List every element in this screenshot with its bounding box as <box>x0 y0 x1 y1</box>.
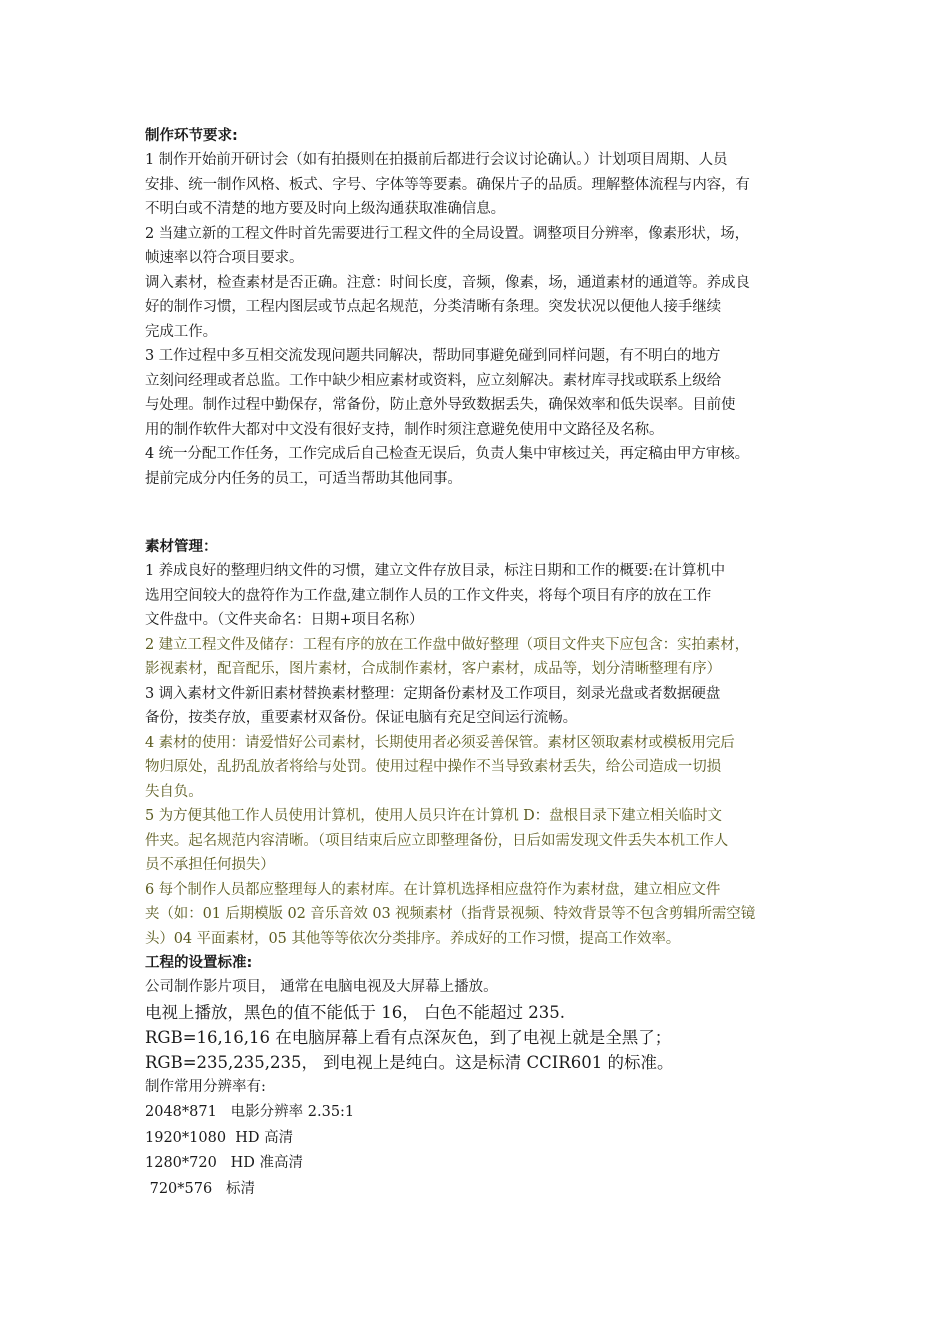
section-heading-project-settings: 工程的设置标准: <box>145 955 253 971</box>
document-page <box>145 124 825 1202</box>
resolution-item: 1920*1080 HD 高清 <box>145 1129 294 1146</box>
text-line: 2 当建立新的工程文件时首先需要进行工程文件的全局设置。调整项目分辨率，像素形状，场， <box>145 225 750 242</box>
text-line: 4 素材的使用：请爱惜好公司素材，长期使用者必须妥善保管。素材区领取素材或模板用完后 <box>145 734 735 751</box>
section-heading-materials: 素材管理： <box>145 539 218 555</box>
text-line: 文件盘中。（文件夹命名：日期+项目名称） <box>145 612 424 628</box>
section-heading-production: 制作环节要求: <box>145 128 238 144</box>
text-line: 影视素材，配音配乐，图片素材，合成制作素材，客户素材，成品等，划分清晰整理有序） <box>145 661 721 677</box>
section-spacer <box>145 491 825 535</box>
paragraph-5 <box>145 442 825 491</box>
text-line: 物归原处，乱扔乱放者将给与处罚。使用过程中操作不当导致素材丢失，给公司造成一切损 <box>145 759 721 775</box>
paragraph-3 <box>145 271 825 345</box>
text-line: 不明白或不清楚的地方要及时向上级沟通获取准确信息。 <box>145 201 505 217</box>
text-line: 安排、统一制作风格、板式、字号、字体等等要素。确保片子的品质。理解整体流程与内容，有 <box>145 176 750 193</box>
text-line: 失自负。 <box>145 783 203 800</box>
text-line: 帧速率以符合项目要求。 <box>145 250 304 266</box>
resolution-heading: 制作常用分辨率有: <box>145 1079 266 1095</box>
text-line: 用的制作软件大都对中文没有很好支持，制作时须注意避免使用中文路径及名称。 <box>145 421 664 438</box>
text-line: 选用空间较大的盘符作为工作盘,建立制作人员的工作文件夹，将每个项目有序的放在工作 <box>145 587 712 604</box>
paragraph-1 <box>145 148 825 222</box>
text-line: 完成工作。 <box>145 323 217 340</box>
text-line: 提前完成分内任务的员工，可适当帮助其他同事。 <box>145 470 462 487</box>
text-line: 立刻问经理或者总监。工作中缺少相应素材或资料，应立刻解决。素材库寻找或联系上级给 <box>145 372 721 389</box>
tv-levels-line: 电视上播放，黑色的值不能低于 16， 白色不能超过 235. <box>145 1003 565 1022</box>
rgb-black-line: RGB=16,16,16 在电脑屏幕上看有点深灰色，到了电视上就是全黑了； <box>145 1028 672 1047</box>
text-line: 员不承担任何损失） <box>145 857 275 873</box>
materials-paragraph-2 <box>145 633 825 682</box>
paragraph-2 <box>145 222 825 271</box>
materials-paragraph-1 <box>145 559 825 633</box>
text-line: 件夹。起名规范内容清晰。（项目结束后应立即整理备份，日后如需发现文件丢失本机工作人 <box>145 832 729 849</box>
materials-paragraph-4 <box>145 731 825 805</box>
text-line: 调入素材，检查素材是否正确。注意：时间长度，音频，像素，场，通道素材的通道等。养成良 <box>145 274 750 291</box>
text-line: 1 养成良好的整理归纳文件的习惯，建立文件存放目录，标注日期和工作的概要:在计算机中 <box>145 563 726 579</box>
text-line: 5 为方便其他工作人员使用计算机，使用人员只许在计算机 D：盘根目录下建立相关临时文 <box>145 808 722 824</box>
text-line: 4 统一分配工作任务，工作完成后自己检查无误后，负责人集中审核过关，再定稿由甲方审核。 <box>145 446 750 462</box>
settings-intro: 公司制作影片项目， 通常在电脑电视及大屏幕上播放。 <box>145 979 498 995</box>
text-line: 6 每个制作人员都应整理每人的素材库。在计算机选择相应盘符作为素材盘，建立相应文件 <box>145 881 721 898</box>
resolution-item: 2048*871 电影分辨率 2.35:1 <box>145 1104 355 1120</box>
text-line: 2 建立工程文件及储存：工程有序的放在工作盘中做好整理（项目文件夹下应包含：实拍素材， <box>145 636 750 653</box>
text-line: 1 制作开始前开研讨会（如有拍摄则在拍摄前后都进行会议讨论确认。）计划项目周期、人员 <box>145 152 728 168</box>
resolution-item: 1280*720 HD 准高清 <box>145 1155 304 1171</box>
materials-paragraph-6 <box>145 878 825 952</box>
text-line: 好的制作习惯，工程内图层或节点起名规范，分类清晰有条理。突发状况以便他人接手继续 <box>145 299 721 315</box>
materials-paragraph-3 <box>145 682 825 731</box>
resolution-item: 720*576 标清 <box>145 1180 256 1197</box>
text-line: 与处理。制作过程中勤保存，常备份，防止意外导致数据丢失，确保效率和低失误率。目前使 <box>145 397 736 413</box>
text-line: 3 工作过程中多互相交流发现问题共同解决，帮助同事避免碰到同样问题，有不明白的地方 <box>145 348 721 364</box>
text-line: 3 调入素材文件新旧素材替换素材整理：定期备份素材及工作项目，刻录光盘或者数据硬盘 <box>145 685 721 702</box>
text-line: 备份，按类存放，重要素材双备份。保证电脑有充足空间运行流畅。 <box>145 710 577 726</box>
rgb-white-line: RGB=235,235,235， 到电视上是纯白。这是标清 CCIR601 的标准。 <box>145 1053 674 1072</box>
text-line: 头）04 平面素材，05 其他等等依次分类排序。养成好的工作习惯，提高工作效率。 <box>145 930 681 947</box>
materials-paragraph-5 <box>145 804 825 878</box>
paragraph-4 <box>145 344 825 442</box>
text-line: 夹（如：01 后期模版 02 音乐音效 03 视频素材（指背景视频、特效背景等不包含剪辑所需空镜 <box>145 906 756 922</box>
